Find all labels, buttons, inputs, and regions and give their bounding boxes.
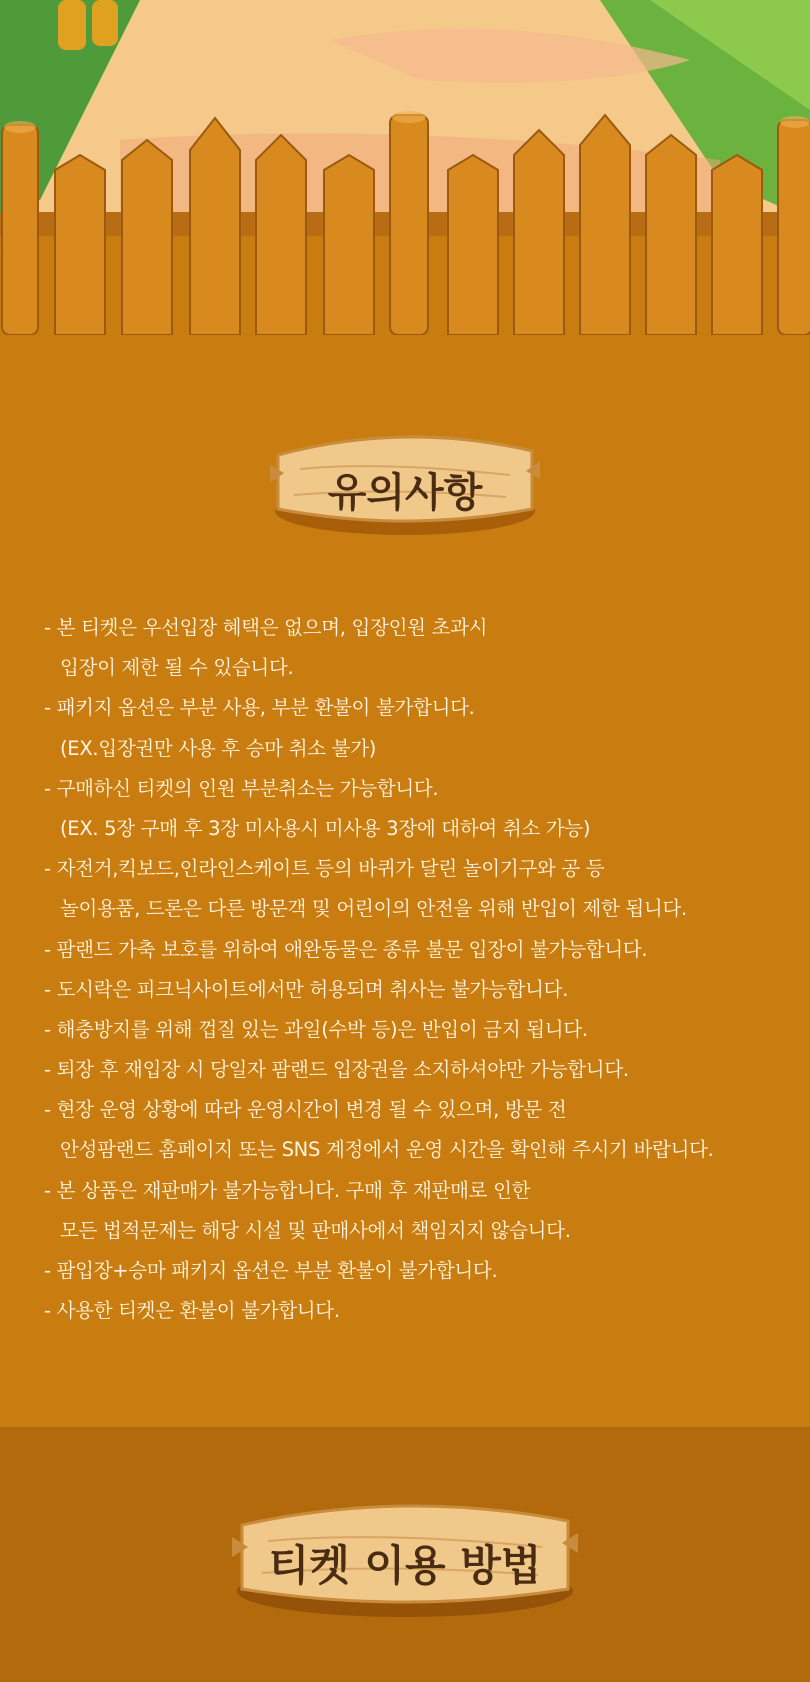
fence-scene-image — [0, 0, 810, 335]
notice-wooden-sign — [270, 425, 540, 545]
notice-line: 입장이 제한 될 수 있습니다. — [60, 656, 294, 680]
notice-title: 유의사항 — [327, 470, 483, 516]
notice-line: - 팜랜드 가축 보호를 위하여 애완동물은 종류 불문 입장이 불가능합니다. — [44, 937, 648, 961]
notice-line: 안성팜랜드 홈페이지 또는 SNS 계정에서 운영 시간을 확인해 주시기 바랍니다. — [60, 1138, 714, 1162]
notice-line: - 도시락은 피크닉사이트에서만 허용되며 취사는 불가능합니다. — [44, 977, 569, 1001]
notice-line: - 본 상품은 재판매가 불가능합니다. 구매 후 재판매로 인한 — [44, 1178, 531, 1202]
notice-line: 모든 법적문제는 해당 시설 및 판매사에서 책임지지 않습니다. — [60, 1218, 571, 1242]
usage-title: 티켓 이용 방법 — [268, 1541, 542, 1590]
notice-line: - 사용한 티켓은 환불이 불가합니다. — [44, 1299, 340, 1323]
notice-line: - 팜입장+승마 패키지 옵션은 부분 환불이 불가합니다. — [44, 1259, 498, 1282]
notice-line: - 퇴장 후 재입장 시 당일자 팜랜드 입장권을 소지하셔야만 가능합니다. — [44, 1058, 629, 1082]
notice-line: 놀이용품, 드론은 다른 방문객 및 어린이의 안전을 위해 반입이 제한 됩니다. — [60, 897, 687, 921]
notice-line: - 패키지 옵션은 부분 사용, 부분 환불이 불가합니다. — [44, 696, 475, 720]
notice-line: - 해충방지를 위해 껍질 있는 과일(수박 등)은 반입이 금지 됩니다. — [44, 1017, 588, 1041]
notice-line: - 본 티켓은 우선입장 혜택은 없으며, 입장인원 초과시 — [44, 616, 488, 639]
notice-line: - 현장 운영 상황에 따라 운영시간이 변경 될 수 있으며, 방문 전 — [44, 1098, 567, 1122]
notice-line: - 자전거,킥보드,인라인스케이트 등의 바퀴가 달린 놀이기구와 공 등 — [44, 857, 605, 881]
notice-line: (EX. 5장 구매 후 3장 미사용시 미사용 3장에 대하여 취소 가능) — [60, 816, 591, 840]
notice-line: (EX.입장권만 사용 후 승마 취소 불가) — [60, 736, 377, 760]
notice-list — [44, 608, 784, 1331]
usage-section — [0, 1427, 810, 1682]
usage-wooden-sign — [232, 1495, 578, 1627]
notice-section — [0, 335, 810, 1427]
notice-line: - 구매하신 티켓의 인원 부분취소는 가능합니다. — [44, 776, 439, 800]
hero-fence-illustration — [0, 0, 810, 335]
